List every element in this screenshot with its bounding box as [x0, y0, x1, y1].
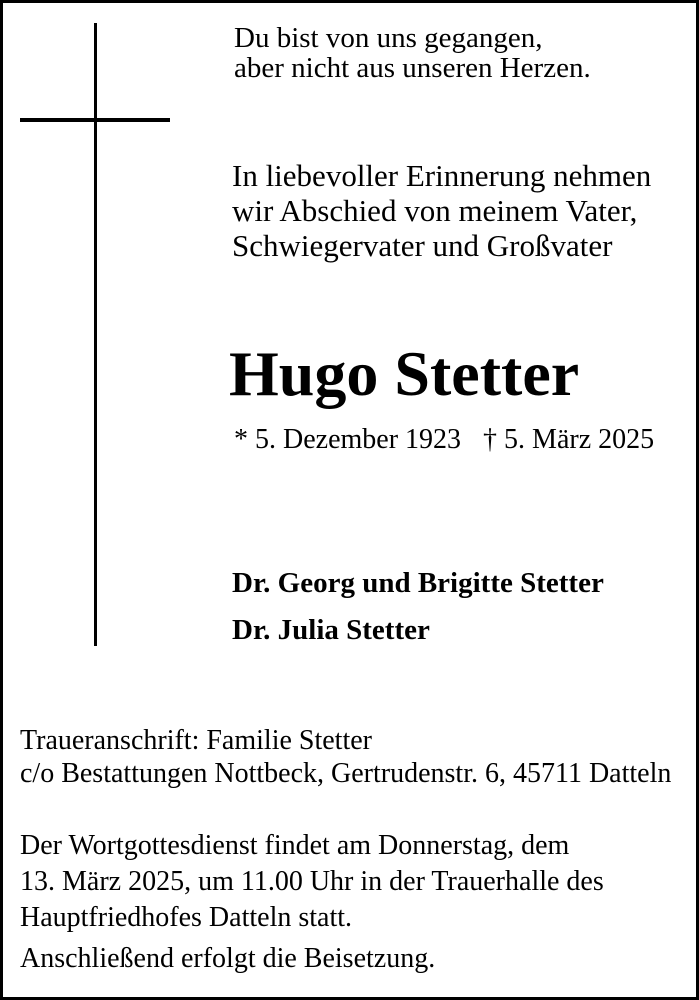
funeral-service-line-2: 13. März 2025, um 11.00 Uhr in der Trauerhalle des — [20, 866, 604, 897]
epitaph-line-1: Du bist von uns gegangen, — [234, 22, 543, 54]
farewell-intro-line-1: In liebevoller Erinnerung nehmen — [232, 158, 652, 193]
funeral-service-line-1: Der Wortgottesdienst findet am Donnerstag, dem — [20, 830, 570, 861]
cross-vertical-bar — [94, 23, 97, 646]
farewell-intro — [232, 158, 651, 263]
farewell-intro-line-2: wir Abschied von meinem Vater, — [232, 193, 638, 228]
deceased-name: Hugo Stetter — [229, 338, 580, 409]
mourner-name: Dr. Julia Stetter — [232, 614, 430, 646]
cross-horizontal-bar — [20, 118, 170, 122]
burial-note: Anschließend erfolgt die Beisetzung. — [20, 943, 436, 974]
mourner-name: Dr. Georg und Brigitte Stetter — [232, 567, 604, 599]
epitaph-verse — [234, 23, 591, 83]
farewell-intro-line-3: Schwiegervater und Großvater — [232, 228, 613, 263]
mourning-address-line-2: c/o Bestattungen Nottbeck, Gertrudenstr. 6, 45711 Datteln — [20, 758, 672, 789]
funeral-service-info — [20, 828, 604, 936]
mourners-list — [232, 568, 604, 645]
mourning-address-line-1: Traueranschrift: Familie Stetter — [20, 725, 372, 756]
mourning-address — [20, 724, 671, 790]
life-dates — [234, 425, 654, 455]
death-date: † 5. März 2025 — [483, 424, 655, 455]
funeral-service-line-3: Hauptfriedhofes Datteln statt. — [20, 902, 353, 933]
epitaph-line-2: aber nicht aus unseren Herzen. — [234, 52, 591, 84]
birth-date: * 5. Dezember 1923 — [234, 424, 462, 455]
